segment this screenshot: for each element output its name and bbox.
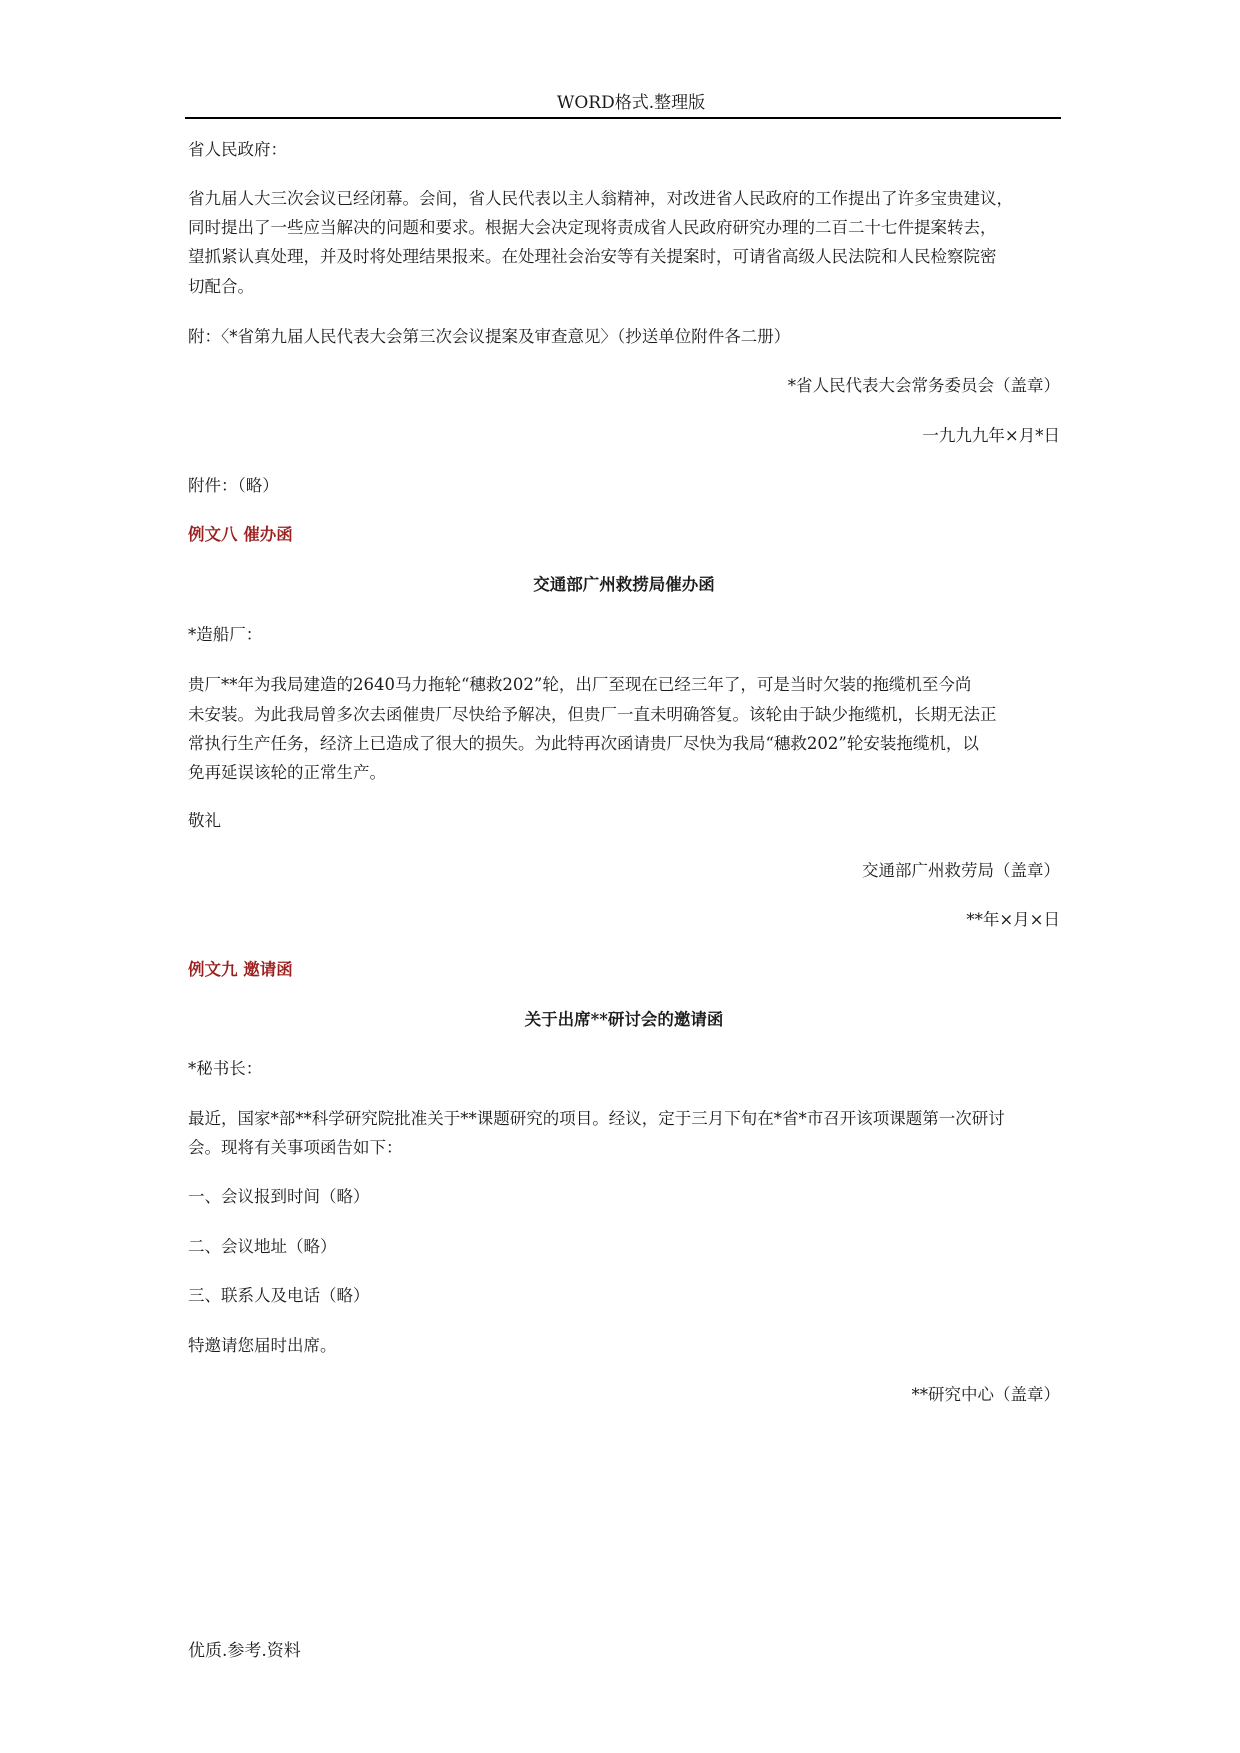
section-heading: 例文八 催办函 xyxy=(188,525,293,544)
body-line: 免再延误该轮的正常生产。 xyxy=(188,763,386,782)
salutation: *秘书长： xyxy=(188,1059,263,1078)
closing: 特邀请您届时出席。 xyxy=(188,1336,337,1355)
body-line: 未安装。为此我局曾多次去函催贵厂尽快给予解决，但贵厂一直未明确答复。该轮由于缺少拖缆机，长期无法正 xyxy=(188,705,997,724)
body-line: 省九届人大三次会议已经闭幕。会间，省人民代表以主人翁精神，对改进省人民政府的工作提出了许多宝贵建议， xyxy=(188,189,1013,208)
signature: *省人民代表大会常务委员会（盖章） xyxy=(787,376,1060,395)
attachment-note: 附：〈*省第九届人民代表大会第三次会议提案及审查意见〉（抄送单位附件各二册） xyxy=(188,327,791,346)
signature: 交通部广州救劳局（盖章） xyxy=(862,861,1060,880)
attachment: 附件：（略） xyxy=(188,476,279,495)
letter-title: 关于出席**研讨会的邀请函 xyxy=(524,1010,724,1029)
list-item: 三、联系人及电话（略） xyxy=(188,1286,370,1305)
body-line: 同时提出了一些应当解决的问题和要求。根据大会决定现将责成省人民政府研究办理的二百二十七件提案转去， xyxy=(188,218,997,237)
closing: 敬礼 xyxy=(188,811,221,830)
body-line: 常执行生产任务，经济上已造成了很大的损失。为此特再次函请贵厂尽快为我局“穗救202”轮安装拖缆机，以 xyxy=(188,734,979,753)
signature: **研究中心（盖章） xyxy=(911,1385,1060,1404)
body-line: 望抓紧认真处理，并及时将处理结果报来。在处理社会治安等有关提案时，可请省高级人民法院和人民检察院密 xyxy=(188,247,997,266)
body-line: 最近，国家*部**科学研究院批准关于**课题研究的项目。经议，定于三月下旬在*省*市召开该项课题第一次研讨 xyxy=(188,1109,1005,1128)
salutation: *造船厂： xyxy=(188,625,263,644)
body-line: 切配合。 xyxy=(188,277,254,296)
date: 一九九九年×月*日 xyxy=(922,426,1060,445)
page-header: WORD格式.整理版 xyxy=(185,88,1061,119)
body-line: 贵厂**年为我局建造的2640马力拖轮“穗救202”轮，出厂至现在已经三年了，可是当时欠装的拖缆机至今尚 xyxy=(188,675,972,694)
date: **年×月×日 xyxy=(966,910,1060,929)
list-item: 二、会议地址（略） xyxy=(188,1237,337,1256)
list-item: 一、会议报到时间（略） xyxy=(188,1187,370,1206)
salutation: 省人民政府： xyxy=(188,140,287,159)
body-line: 会。现将有关事项函告如下： xyxy=(188,1138,403,1157)
section-heading: 例文九 邀请函 xyxy=(188,960,293,979)
page-footer: 优质.参考.资料 xyxy=(188,1641,301,1661)
letter-title: 交通部广州救捞局催办函 xyxy=(533,575,715,594)
